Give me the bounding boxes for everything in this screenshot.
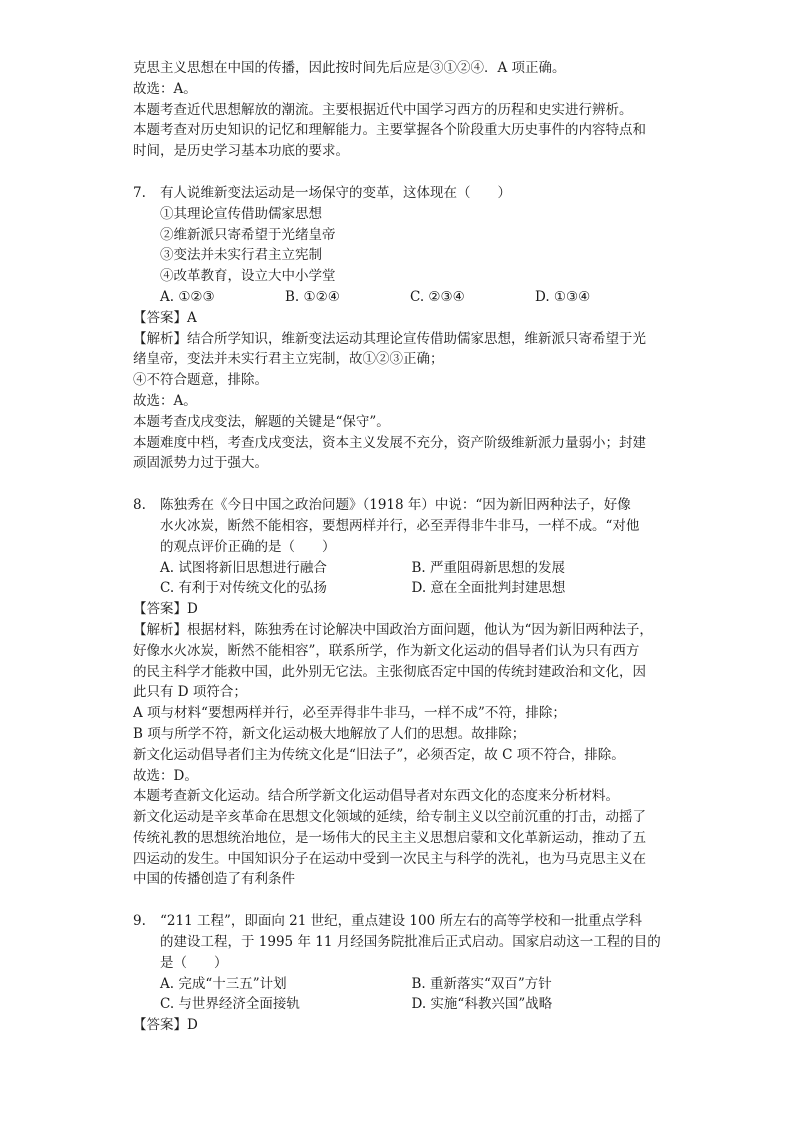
text-line: 时间，是历史学习基本功底的要求。: [133, 143, 349, 160]
question-stem: 的建设工程，于 1995 年 11 月经国务院批准后正式启动。国家启动这一工程的目的: [160, 934, 661, 951]
option-a: A. 试图将新旧思想进行融合: [160, 559, 327, 576]
analysis-line: 此只有 D 项符合；: [133, 684, 247, 701]
option-b: B. 严重阻碍新思想的发展: [411, 559, 566, 576]
option-c: C. 有利于对传统文化的弘扬: [160, 580, 327, 597]
analysis-line: 新文化运动是辛亥革命在思想文化领域的延续，给专制主义以空前沉重的打击，动摇了: [133, 809, 646, 826]
option-d: D. 实施“科教兴国”战略: [411, 996, 553, 1013]
analysis-line: 新文化运动倡导者们主为传统文化是“旧法子”，必须否定，故 C 项不符合，排除。: [133, 746, 625, 763]
question-stem: 陈独秀在《今日中国之政治问题》（1918 年）中说：“因为新旧两种法子，好像: [160, 497, 631, 514]
question-number: 8.: [133, 497, 146, 514]
option-b: B. 重新落实“双百”方针: [411, 975, 552, 992]
text-line: 本题考查近代思想解放的潮流。主要根据近代中国学习西方的历程和史实进行辨析。: [133, 101, 633, 118]
analysis-line: ④不符合题意，排除。: [133, 372, 268, 389]
question-7: [133, 183, 663, 474]
question-number: 9.: [133, 913, 146, 930]
question-number: 7.: [133, 184, 146, 201]
option-d: D. ①③④: [535, 288, 591, 305]
answer-line: 【答案】A: [133, 309, 197, 326]
analysis-line: 故选：D。: [133, 767, 198, 784]
option-c: C. ②③④: [410, 288, 465, 305]
analysis-line: 【解析】根据材料，陈独秀在讨论解决中国政治方面问题，他认为“因为新旧两种法子，: [133, 621, 653, 638]
analysis-line: A 项与材料“要想两样并行，必至弄得非牛非马，一样不成”不符，排除；: [133, 705, 566, 722]
options-row: [133, 578, 663, 599]
analysis-line: 本题难度中档，考查戊戌变法，资本主义发展不充分，资产阶级维新派力量弱小；封建: [133, 434, 646, 451]
options-row: [133, 974, 663, 995]
analysis-line: 故选：A。: [133, 392, 197, 409]
question-stem: 有人说维新变法运动是一场保守的变革，这体现在（ ）: [160, 184, 511, 201]
question-8: [133, 495, 663, 890]
question-stem: 是（ ）: [160, 954, 228, 971]
question-stem: 的观点评价正确的是（ ）: [160, 538, 336, 555]
options-row: [133, 994, 663, 1015]
analysis-line: B 项与所学不符，新文化运动极大地解放了人们的思想。故排除；: [133, 725, 526, 742]
answer-line: 【答案】D: [133, 601, 198, 618]
answer-line: 【答案】D: [133, 1017, 198, 1034]
text-line: 克思主义思想在中国的传播，因此按时间先后应是③①②④．A 项正确。: [133, 60, 566, 76]
option-b: B. ①②④: [285, 288, 340, 305]
analysis-line: 本题考查戊戌变法，解题的关键是“保守”。: [133, 413, 390, 430]
analysis-line: 的民主科学才能救中国，此外别无它法。主张彻底否定中国的传统封建政治和文化，因: [133, 663, 646, 680]
analysis-line: 绪皇帝，变法并未实行君主立宪制，故①②③正确；: [133, 351, 444, 368]
statement-item: ④改革教育，设立大中小学堂: [160, 268, 336, 285]
option-a: A. ①②③: [160, 288, 215, 305]
analysis-line: 顽固派势力过于强大。: [133, 455, 268, 472]
options-row: [133, 287, 663, 308]
question-stem: 水火冰炭，断然不能相容，要想两样并行，必至弄得非牛非马，一样不成。“对他: [160, 517, 640, 534]
statement-item: ③变法并未实行君主立宪制: [160, 247, 322, 264]
question-9: [133, 911, 663, 1036]
analysis-line: 【解析】结合所学知识，维新变法运动其理论宣传借助儒家思想，维新派只寄希望于光: [133, 330, 646, 347]
question-stem: “211 工程”，即面向 21 世纪，重点建设 100 所左右的高等学校和一批重点学科: [160, 913, 642, 930]
options-row: [133, 558, 663, 579]
analysis-line: 中国的传播创造了有利条件: [133, 871, 295, 888]
intro-section: [133, 58, 663, 162]
analysis-line: 四运动的发生。中国知识分子在运动中受到一次民主与科学的洗礼，也为马克思主义在: [133, 850, 646, 867]
option-c: C. 与世界经济全面接轨: [160, 996, 300, 1013]
option-d: D. 意在全面批判封建思想: [411, 580, 566, 597]
text-line: 故选：A。: [133, 80, 197, 97]
option-a: A. 完成“十三五”计划: [160, 975, 287, 992]
analysis-line: 传统礼教的思想统治地位，是一场伟大的民主主义思想启蒙和文化革新运动，推动了五: [133, 829, 646, 846]
text-line: 本题考查对历史知识的记忆和理解能力。主要掌握各个阶段重大历史事件的内容特点和: [133, 122, 646, 139]
analysis-line: 好像水火冰炭，断然不能相容”，联系所学，作为新文化运动的倡导者们认为只有西方: [133, 642, 640, 659]
document-page: [133, 58, 663, 1036]
statement-item: ②维新派只寄希望于光绪皇帝: [160, 226, 336, 243]
statement-item: ①其理论宣传借助儒家思想: [160, 205, 322, 222]
analysis-line: 本题考查新文化运动。结合所学新文化运动倡导者对东西文化的态度来分析材料。: [133, 788, 619, 805]
